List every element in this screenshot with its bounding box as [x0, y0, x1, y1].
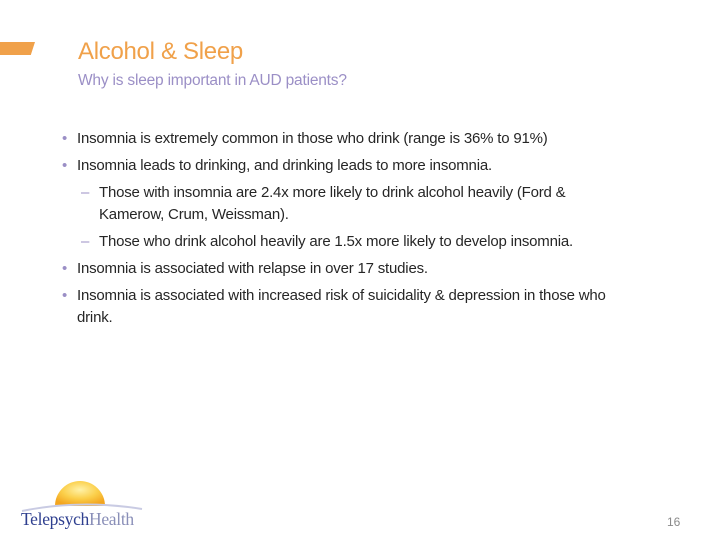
bullet-marker: • [62, 130, 68, 147]
bullet-marker: • [62, 287, 68, 304]
page-number: 16 [667, 515, 681, 529]
title-accent-bar [0, 42, 35, 55]
sub-bullet-text: Those with insomnia are 2.4x more likely to drink alcohol heavily (Ford & Kamerow, Crum, Weissman). [99, 184, 566, 223]
bullet-list [58, 128, 618, 334]
bullet-item [58, 155, 618, 177]
sub-bullet-item [58, 231, 618, 253]
bullet-text: Insomnia leads to drinking, and drinking leads to more insomnia. [77, 157, 492, 174]
bullet-item [58, 285, 618, 329]
slide-title: Alcohol & Sleep [78, 38, 243, 65]
slide-subtitle: Why is sleep important in AUD patients? [78, 72, 347, 89]
bullet-item [58, 258, 618, 280]
logo-wordmark [21, 509, 134, 530]
sub-bullet-marker: – [81, 233, 90, 250]
bullet-item [58, 128, 618, 150]
sub-bullet-marker: – [81, 184, 90, 201]
bullet-text: Insomnia is extremely common in those who drink (range is 36% to 91%) [77, 130, 548, 147]
bullet-marker: • [62, 157, 68, 174]
logo-word-health: Health [89, 509, 134, 529]
telepsychhealth-logo [18, 472, 148, 534]
bullet-text: Insomnia is associated with relapse in over 17 studies. [77, 260, 428, 277]
sub-bullet-item [58, 182, 618, 226]
logo-word-telepsych: Telepsych [21, 509, 89, 529]
bullet-text: Insomnia is associated with increased risk of suicidality & depression in those who drink. [77, 287, 606, 326]
bullet-marker: • [62, 260, 68, 277]
sub-bullet-text: Those who drink alcohol heavily are 1.5x more likely to develop insomnia. [99, 233, 573, 250]
sunrise-icon [18, 472, 148, 512]
